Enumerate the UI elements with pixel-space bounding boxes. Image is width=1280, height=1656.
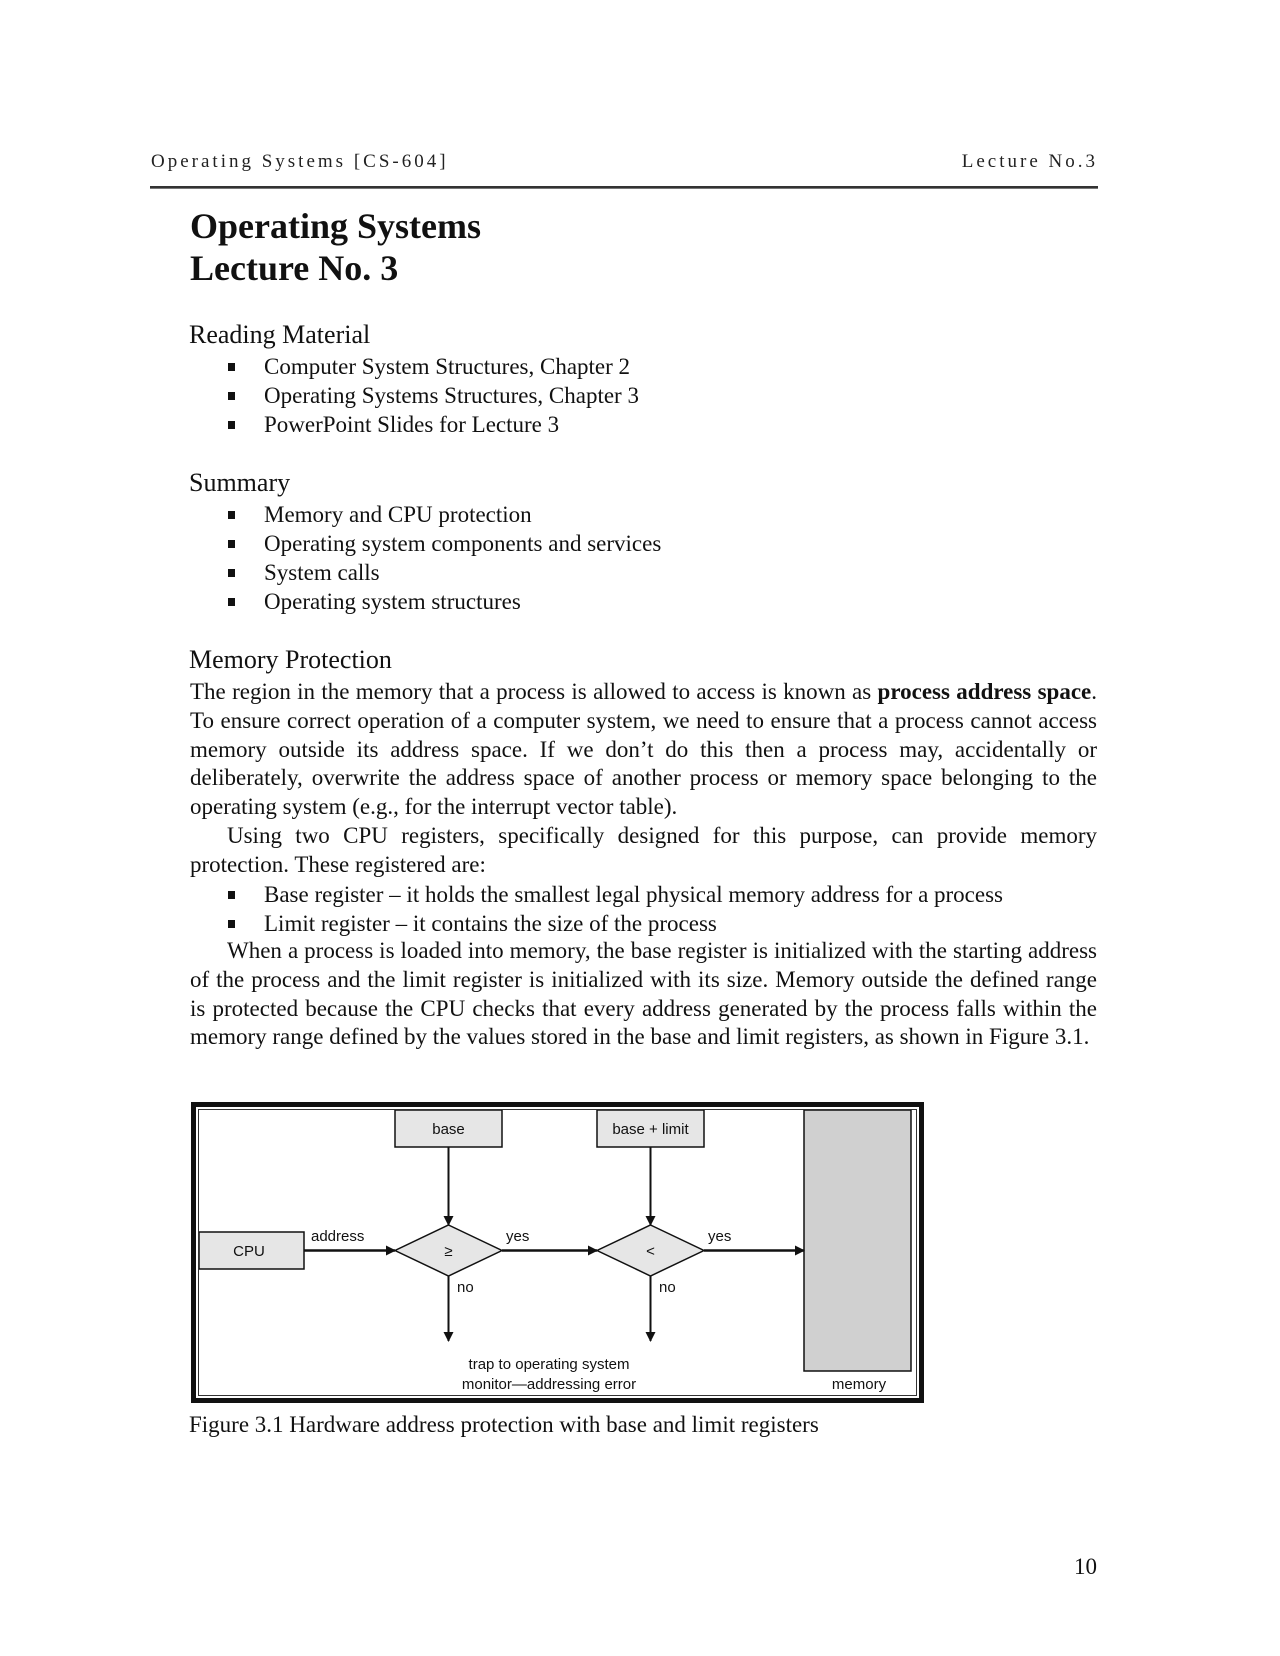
cpu-box <box>199 1232 304 1269</box>
svg-text:memory: memory <box>831 1376 887 1393</box>
paragraph-base-limit: When a process is loaded into memory, the base register is initialized with the starting address of the process and the limit register is initialized with its size. Memory outside the defined range is protected because the CPU checks that every address generated by the process falls within the memory range defined by the values stored in the base and limit registers, as shown in Figure 3.1. <box>190 938 1097 1050</box>
summary-list <box>190 500 661 616</box>
memory-block <box>804 1110 911 1393</box>
svg-text:base + limit: base + limit <box>612 1121 689 1138</box>
section-heading-reading-material: Reading Material <box>189 320 371 349</box>
list-item: PowerPoint Slides for Lecture 3 <box>190 410 639 439</box>
svg-text:base: base <box>432 1121 465 1138</box>
paragraph-address-space: The region in the memory that a process is allowed to access is known as process address space. To ensure correct operation of a computer system, we need to ensure that a process cannot access memory outside its address space. If we don’t do this then a process may, accidentally or deliberately, overwrite the address space of another process or memory space belonging to the operating system (e.g., for the interrupt vector table). <box>190 679 1097 820</box>
term-process-address-space: process address space <box>877 679 1092 704</box>
comparator-lt <box>597 1225 704 1276</box>
bullet-square-icon <box>228 598 235 606</box>
bullet-square-icon <box>228 920 235 928</box>
base-register-box <box>395 1110 502 1147</box>
header-rule <box>150 186 1098 189</box>
list-item: Limit register – it contains the size of the process <box>190 909 1003 938</box>
edge-label-yes: yes <box>506 1228 530 1245</box>
bullet-square-icon <box>228 540 235 548</box>
flow-diagram <box>199 1110 916 1395</box>
page-title-line2: Lecture No. 3 <box>190 248 399 288</box>
page-title-line1: Operating Systems <box>190 206 481 246</box>
trap-label-line2: monitor—addressing error <box>461 1376 637 1393</box>
list-item: Operating Systems Structures, Chapter 3 <box>190 381 639 410</box>
trap-label-line1: trap to operating system <box>468 1356 630 1373</box>
list-item: Memory and CPU protection <box>190 500 661 529</box>
reading-material-list <box>190 352 639 439</box>
edge-label-yes: yes <box>708 1228 732 1245</box>
bullet-square-icon <box>228 511 235 519</box>
list-item: System calls <box>190 558 661 587</box>
section-heading-summary: Summary <box>189 468 291 497</box>
base-limit-box <box>597 1110 704 1147</box>
svg-text:<: < <box>646 1243 655 1260</box>
bullet-square-icon <box>228 392 235 400</box>
figure-hardware-address-protection <box>191 1102 924 1403</box>
list-item: Operating system structures <box>190 587 661 616</box>
register-list <box>190 880 1003 938</box>
section-heading-memory-protection: Memory Protection <box>189 645 392 674</box>
list-item: Base register – it holds the smallest legal physical memory address for a process <box>190 880 1003 909</box>
list-item: Operating system components and services <box>190 529 661 558</box>
bullet-square-icon <box>228 569 235 577</box>
edge-label-address: address <box>311 1228 365 1245</box>
bullet-square-icon <box>228 363 235 371</box>
edge-label-no: no <box>457 1279 474 1296</box>
comparator-ge <box>395 1225 502 1276</box>
figure-caption: Figure 3.1 Hardware address protection with base and limit registers <box>189 1412 819 1437</box>
list-item: Computer System Structures, Chapter 2 <box>190 352 639 381</box>
page-number: 10 <box>1074 1554 1097 1579</box>
paragraph-cpu-registers: Using two CPU registers, specifically designed for this purpose, can provide memory protection. These registered are: <box>190 823 1097 877</box>
bullet-square-icon <box>228 891 235 899</box>
running-header-course: Operating Systems [CS-604] <box>151 151 449 172</box>
running-header-lecture: Lecture No.3 <box>961 151 1098 172</box>
svg-text:≥: ≥ <box>444 1243 453 1260</box>
svg-text:CPU: CPU <box>233 1243 265 1260</box>
edge-label-no: no <box>659 1279 676 1296</box>
bullet-square-icon <box>228 421 235 429</box>
